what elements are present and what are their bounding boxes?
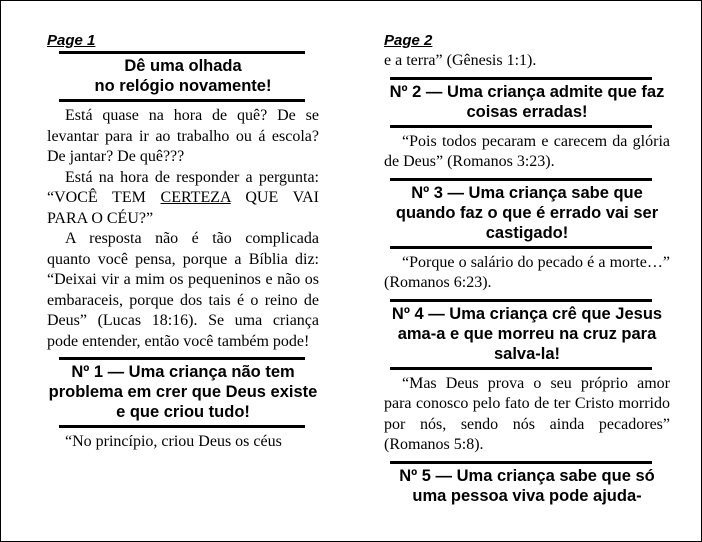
page-1-label: Page 1	[47, 32, 96, 49]
question-text-underlined: CERTEZA	[160, 189, 231, 206]
paragraph-question	[47, 168, 319, 230]
paragraph-genesis-end: e a terra” (Gênesis 1:1).	[384, 52, 537, 69]
page-1-title-line-2: no relógio novamente!	[94, 77, 272, 95]
question-text-start: Está na hora de responder a pergunta: “VOCÊ TEM	[47, 168, 319, 206]
page-1-title	[47, 54, 319, 99]
page-2-column	[384, 31, 670, 509]
heading-point-1: Nº 1 — Uma criança não tem problema em crer que Deus existe e que criou tudo!	[48, 363, 318, 421]
divider	[59, 99, 305, 102]
divider	[59, 425, 305, 428]
heading-point-5: Nº 5 — Uma criança sabe que só uma pessoa viva pode ajuda-	[399, 466, 655, 505]
divider	[390, 125, 652, 128]
divider	[390, 246, 652, 249]
paragraph-romans-5-8: “Mas Deus prova o seu próprio amor para conosco pelo fato de ter Cristo morrido por nós, sendo nós ainda pecadores” (Romanos 5:8).	[384, 374, 670, 453]
question-text-end: QUE VAI PARA O CÉU?”	[47, 189, 320, 227]
page-1-title-line-1: Dê uma olhada	[124, 57, 242, 75]
paragraph-romans-6-23: “Porque o salário do pecado é a morte…” (Romanos 6:23).	[384, 253, 670, 291]
paragraph-romans-3-23: “Pois todos pecaram e carecem da glória de Deus” (Romanos 3:23).	[384, 132, 670, 170]
heading-point-3: Nº 3 — Uma criança sabe que quando faz o que é errado vai ser castigado!	[395, 183, 659, 242]
page-2-label: Page 2	[384, 32, 433, 49]
heading-point-2: Nº 2 — Uma criança admite que faz coisas erradas!	[389, 82, 665, 121]
heading-point-4: Nº 4 — Uma criança crê que Jesus ama-a e que morreu na cruz para salva-la!	[391, 304, 663, 363]
divider	[390, 367, 652, 370]
paragraph-intro: Está quase na hora de quê? De se levantar para ir ao trabalho ou á escola? De jantar? De quê???	[47, 107, 319, 165]
paragraph-genesis-start: “No princípio, criou Deus os céus	[65, 433, 282, 450]
paragraph-answer: A resposta não é tão complicada quanto você pensa, porque a Bíblia diz: “Deixai vir a mim os pequeninos e não os embaraceis, porque dos tais é o reino de Deus” (Lucas 18:16). Se uma criança pode entender, então você também pode!	[47, 230, 319, 350]
page-1-column	[47, 31, 319, 453]
